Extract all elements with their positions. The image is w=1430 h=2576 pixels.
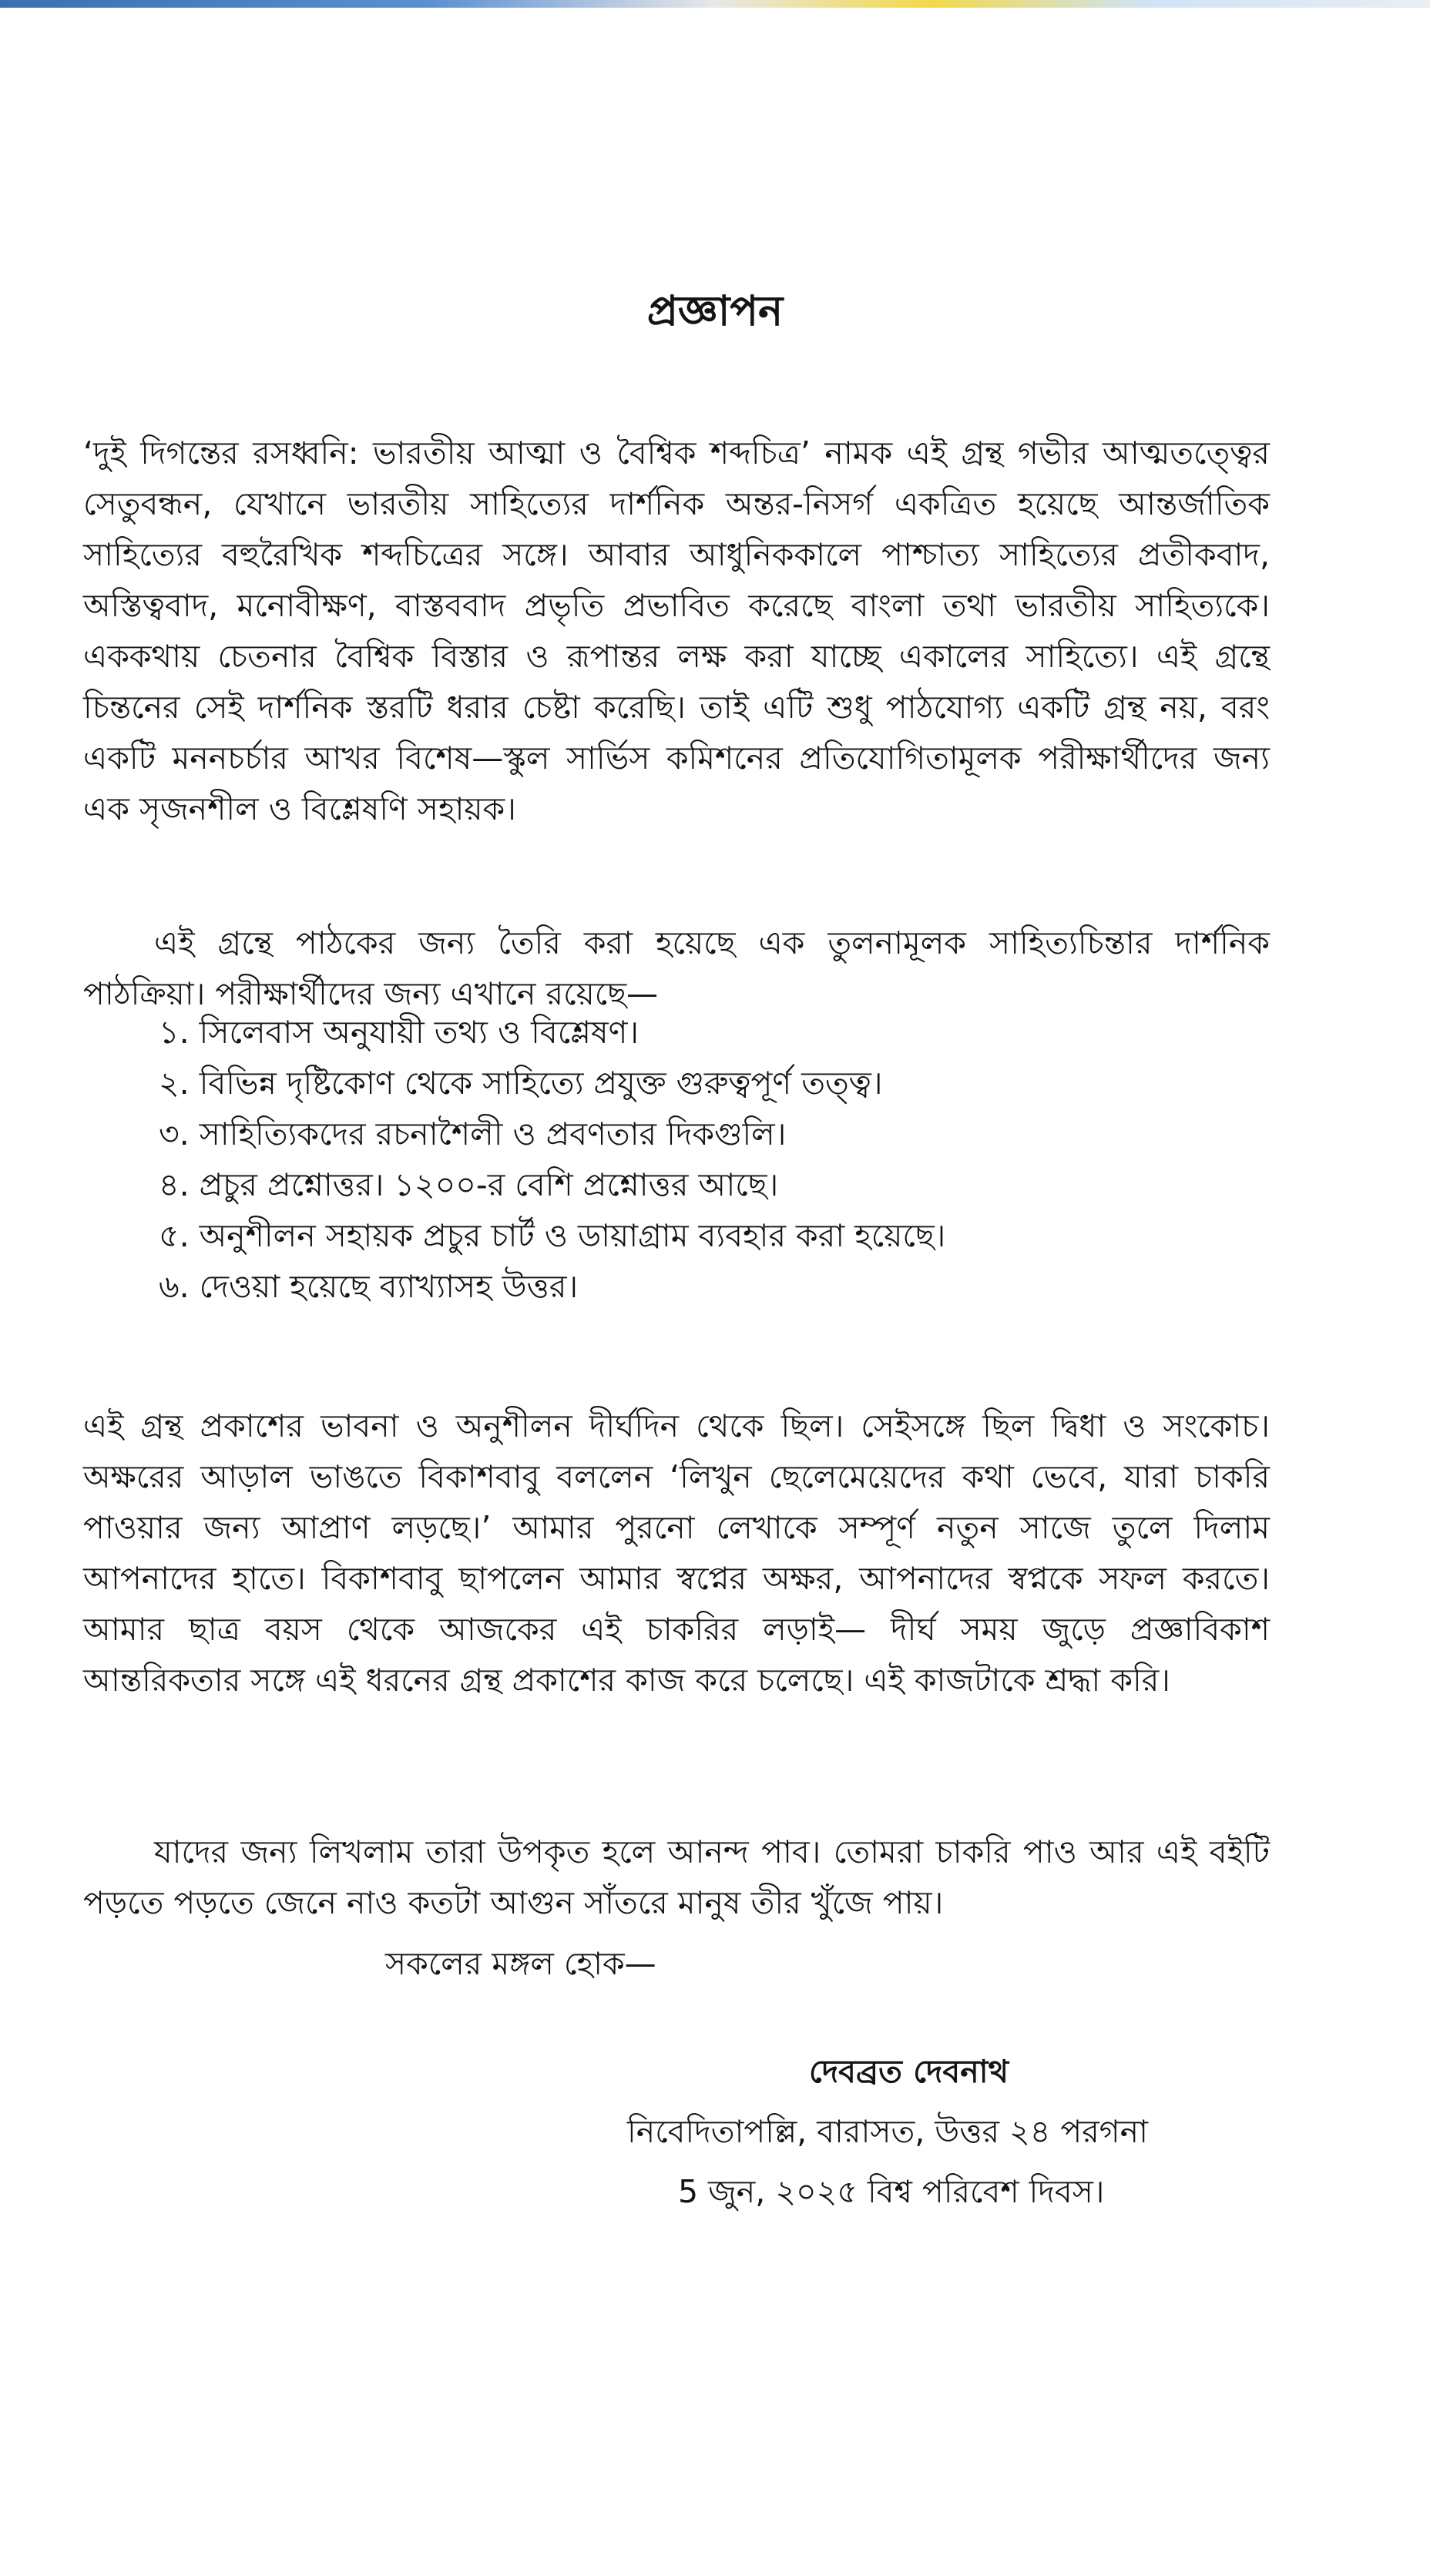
list-item: ৬. দেওয়া হয়েছে ব্যাখ্যাসহ উত্তর। [159, 1268, 579, 1305]
paragraph-features-lead: এই গ্রন্থে পাঠকের জন্য তৈরি করা হয়েছে এক তুলনামূলক সাহিত্যচিন্তার দার্শনিক পাঠক্রিয়া। পরীক্ষার্থীদের জন্য এখানে রয়েছে— [83, 924, 1270, 1012]
signature-name: দেবব্রত দেবনাথ [809, 2053, 1009, 2090]
list-item: ৩. সাহিত্যিকদের রচনাশৈলী ও প্রবণতার দিকগুলি। [159, 1115, 787, 1152]
page-title: প্রজ্ঞাপন [646, 287, 784, 335]
list-item: ১. সিলেবাস অনুযায়ী তথ্য ও বিশ্লেষণ। [159, 1014, 639, 1051]
closing-line: সকলের মঙ্গল হোক— [385, 1945, 656, 1982]
features-list [159, 1007, 1237, 1312]
list-item: ২. বিভিন্ন দৃষ্টিকোণ থেকে সাহিত্যে প্রযুক্ত গুরুত্বপূর্ণ তত্ত্ব। [159, 1065, 883, 1102]
paragraph-intro: ‘দুই দিগন্তের রসধ্বনি: ভারতীয় আত্মা ও বৈশ্বিক শব্দচিত্র’ নামক এই গ্রন্থ গভীর আত্মতত্ত্বের সেতুবন্ধন, যেখানে ভারতীয় সাহিত্যের দার্শনিক অন্তর-নিসর্গ একত্রিত হয়েছে আন্তর্জাতিক সাহিত্যের বহুরৈখিক শব্দচিত্রের সঙ্গে। আবার আধুনিককালে পাশ্চাত্য সাহিত্যের প্রতীকবাদ, অস্তিত্ববাদ, মনোবীক্ষণ, বাস্তববাদ প্রভৃতি প্রভাবিত করেছে বাংলা তথা ভারতীয় সাহিত্যকে। এককথায় চেতনার বৈশ্বিক বিস্তার ও রূপান্তর লক্ষ করা যাচ্ছে একালের সাহিত্যে। এই গ্রন্থে চিন্তনের সেই দার্শনিক স্তরটি ধরার চেষ্টা করেছি। তাই এটি শুধু পাঠযোগ্য একটি গ্রন্থ নয়, বরং একটি মননচর্চার আখর বিশেষ—স্কুল সার্ভিস কমিশনের প্রতিযোগিতামূলক পরীক্ষার্থীদের জন্য এক সৃজনশীল ও বিশ্লেষণি সহায়ক। [83, 434, 1270, 827]
paragraph-wish: যাদের জন্য লিখলাম তারা উপকৃত হলে আনন্দ পাব। তোমরা চাকরি পাও আর এই বইটি পড়তে পড়তে জেনে নাও কতটা আগুন সাঁতরে মানুষ তীর খুঁজে পায়। [83, 1833, 1270, 1921]
list-item: ৪. প্রচুর প্রশ্নোত্তর। ১২০০-র বেশি প্রশ্নোত্তর আছে। [159, 1166, 779, 1203]
signature-address: নিবেদিতাপল্লি, বারাসত, উত্তর ২৪ পরগনা [627, 2113, 1149, 2150]
paragraph-background: এই গ্রন্থ প্রকাশের ভাবনা ও অনুশীলন দীর্ঘদিন থেকে ছিল। সেইসঙ্গে ছিল দ্বিধা ও সংকোচ। অক্ষরের আড়াল ভাঙতে বিকাশবাবু বললেন ‘লিখুন ছেলেমেয়েদের কথা ভেবে, যারা চাকরি পাওয়ার জন্য আপ্রাণ লড়ছে।’ আমার পুরনো লেখাকে সম্পূর্ণ নতুন সাজে তুলে দিলাম আপনাদের হাতে। বিকাশবাবু ছাপলেন আমার স্বপ্নের অক্ষর, আপনাদের স্বপ্নকে সফল করতে। আমার ছাত্র বয়স থেকে আজকের এই চাকরির লড়াই— দীর্ঘ সময় জুড়ে প্রজ্ঞাবিকাশ আন্তরিকতার সঙ্গে এই ধরনের গ্রন্থ প্রকাশের কাজ করে চলেছে। এই কাজটাকে শ্রদ্ধা করি। [83, 1407, 1270, 1699]
signature-date: 5 জুন, ২০২৫ বিশ্ব পরিবেশ দিবস। [678, 2173, 1105, 2210]
list-item: ৫. অনুশীলন সহায়ক প্রচুর চার্ট ও ডায়াগ্রাম ব্যবহার করা হয়েছে। [159, 1217, 946, 1254]
